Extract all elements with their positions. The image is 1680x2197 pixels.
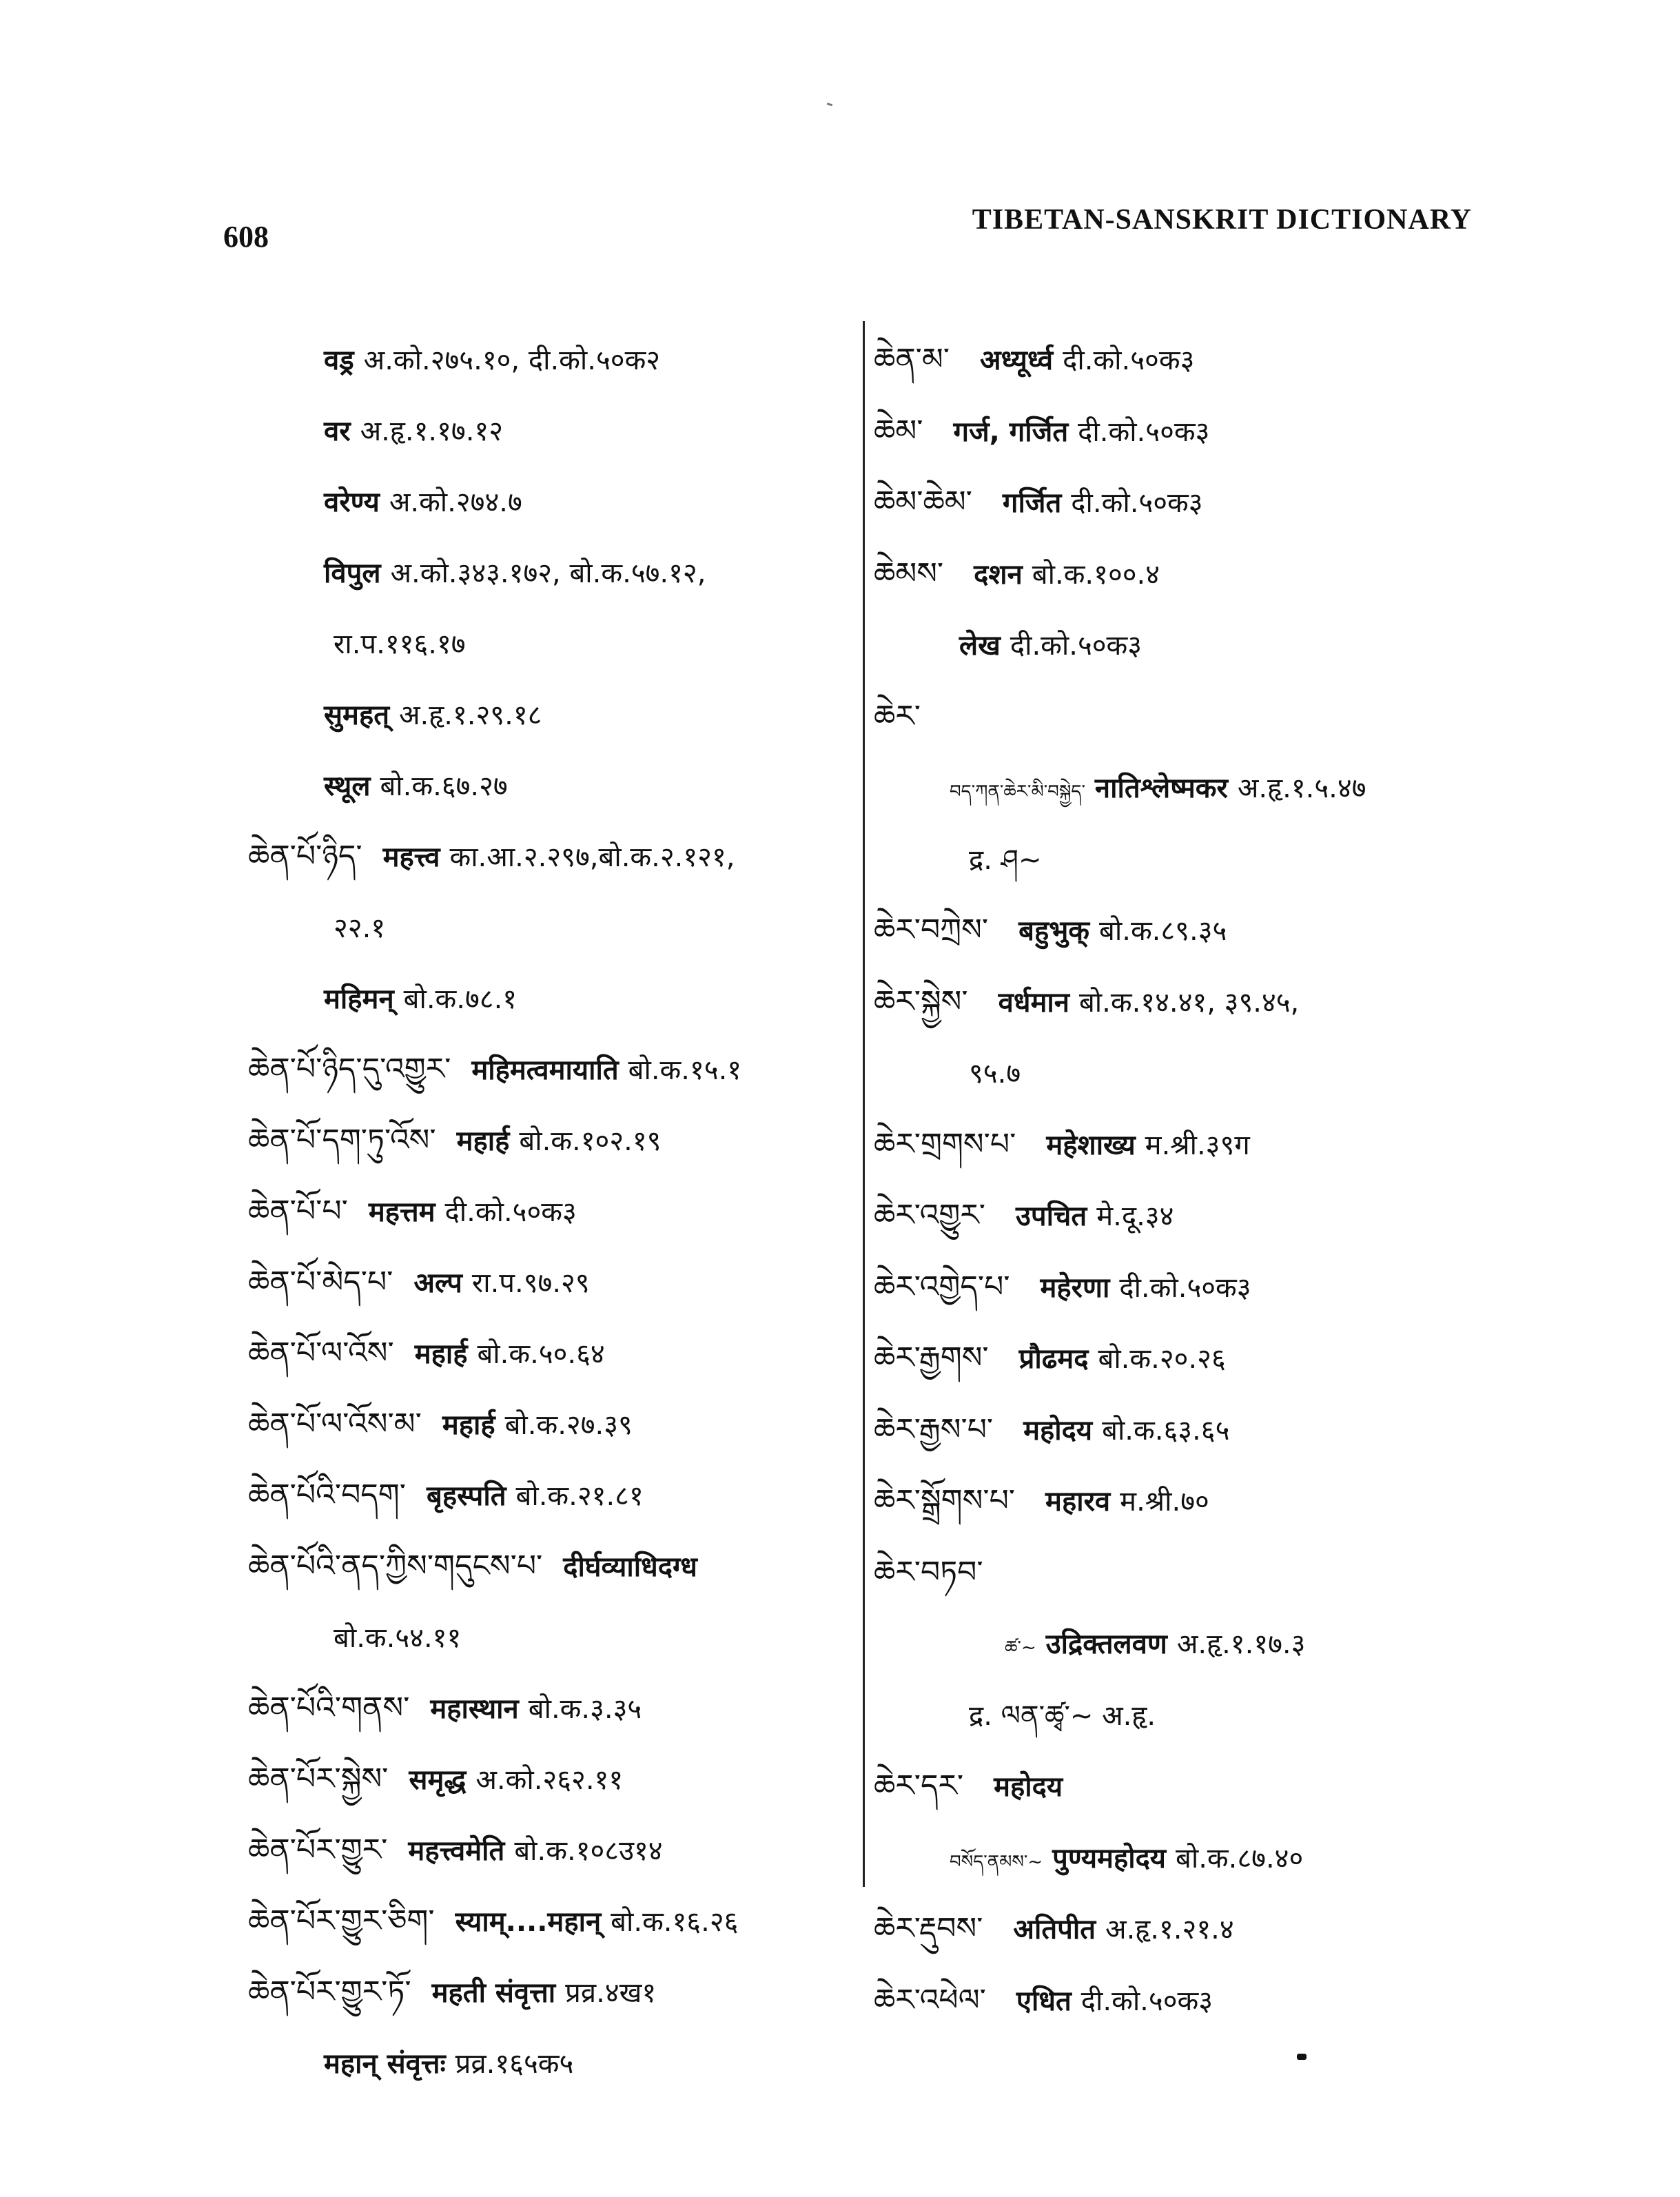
tibetan-headword: ཆེར་སྒྲོགས་པ་ bbox=[874, 1483, 1016, 1518]
dictionary-entry bbox=[874, 966, 1466, 1038]
dictionary-entry bbox=[248, 1460, 848, 1531]
dictionary-entry bbox=[248, 679, 848, 750]
tibetan-headword: ཆེར་བཏབ་ bbox=[874, 1554, 983, 1590]
sanskrit-equivalent: महोदय bbox=[994, 1771, 1063, 1803]
tibetan-headword: ཆེར་འཕེལ་ bbox=[874, 1982, 986, 2018]
source-reference: ९५.७ bbox=[969, 1058, 1021, 1090]
source-reference: दी.को.५०क३ bbox=[1071, 487, 1203, 519]
dictionary-entry bbox=[874, 1750, 1466, 1822]
dictionary-entry bbox=[248, 324, 848, 395]
source-reference: द्र. ལན་ཚྭ་~ अ.हृ. bbox=[969, 1699, 1156, 1732]
source-reference: बो.क.८७.४० bbox=[1176, 1842, 1304, 1874]
dictionary-entry bbox=[874, 467, 1466, 538]
source-reference: अ.को.२७५.१०, दी.को.५०क२ bbox=[363, 345, 661, 376]
source-reference: द्र. ཤ~ bbox=[969, 844, 1042, 876]
column-divider bbox=[863, 321, 865, 1887]
dictionary-entry bbox=[874, 1822, 1466, 1894]
source-reference: बो.क.७८.१ bbox=[403, 983, 518, 1015]
dictionary-entry bbox=[874, 1109, 1466, 1181]
dictionary-entry bbox=[248, 395, 848, 466]
tibetan-headword: ཆེན་པོའི་གནས་ bbox=[248, 1690, 410, 1726]
tibetan-headword: ཆེར་ bbox=[874, 698, 921, 734]
sanskrit-equivalent: समृद्ध bbox=[409, 1764, 467, 1796]
tibetan-headword: ཆེར་འགྱེད་པ་ bbox=[874, 1269, 1010, 1305]
sanskrit-equivalent: विपुल bbox=[324, 558, 381, 589]
tibetan-headword: ཆེན་པོ་ཉིད་ bbox=[248, 839, 362, 874]
dictionary-entry bbox=[248, 1531, 848, 1602]
dictionary-entry bbox=[874, 538, 1466, 610]
tibetan-headword: ཆེན་པོར་གྱུར་ཏོ་ bbox=[248, 1974, 411, 2010]
tibetan-headword: ཆེན་པོའི་བདག་ bbox=[248, 1478, 406, 1513]
source-reference: का.आ.२.२९७,बो.क.२.१२१, bbox=[449, 841, 735, 873]
sanskrit-equivalent: महत्त्व bbox=[382, 841, 440, 873]
source-reference: बो.क.६७.२७ bbox=[380, 770, 508, 802]
dictionary-entry bbox=[248, 1602, 848, 1673]
source-reference: दी.को.५०क३ bbox=[1078, 416, 1210, 448]
dictionary-entry bbox=[874, 1608, 1466, 1679]
sanskrit-equivalent: वरेण्य bbox=[324, 487, 380, 518]
source-reference: बो.क.१००.४ bbox=[1032, 558, 1160, 591]
tibetan-headword: ཆེར་བཀྲེས་ bbox=[874, 912, 989, 948]
dictionary-entry bbox=[248, 963, 848, 1034]
source-reference: अ.को.२७४.७ bbox=[389, 487, 522, 518]
running-head: TIBETAN-SANSKRIT DICTIONARY bbox=[972, 204, 1472, 236]
tibetan-headword: ཆེར་གྲགས་པ་ bbox=[874, 1126, 1016, 1162]
scan-speck bbox=[827, 103, 833, 107]
source-reference: बो.क.२१.८१ bbox=[515, 1480, 644, 1512]
source-reference: दी.को.५०क३ bbox=[1080, 1985, 1213, 2017]
sanskrit-equivalent: दीर्घव्याधिदग्ध bbox=[563, 1551, 697, 1583]
dictionary-entry bbox=[874, 1537, 1466, 1608]
dictionary-entry bbox=[248, 608, 848, 679]
source-reference: मे.दू.३४ bbox=[1096, 1200, 1174, 1232]
sanskrit-equivalent: महारव bbox=[1045, 1486, 1111, 1518]
sanskrit-equivalent: महेरणा bbox=[1040, 1271, 1110, 1304]
source-reference: बो.क.५०.६४ bbox=[477, 1338, 605, 1370]
tibetan-headword: ཆེམས་ bbox=[874, 555, 944, 591]
source-reference: दी.को.५०क३ bbox=[1063, 345, 1195, 376]
tibetan-headword: ཆེར་རྒྱས་པ་ bbox=[874, 1411, 994, 1447]
dictionary-entry bbox=[874, 895, 1466, 966]
dictionary-entry bbox=[248, 1956, 848, 2027]
right-column bbox=[874, 324, 1466, 2036]
sanskrit-equivalent: नातिश्लेष्मकर bbox=[1094, 773, 1228, 804]
dictionary-entry bbox=[248, 1247, 848, 1318]
source-reference: बो.क.६३.६५ bbox=[1102, 1414, 1230, 1447]
sanskrit-equivalent: महार्ह bbox=[456, 1125, 510, 1157]
source-reference: बो.क.१४.४१, ३९.४५, bbox=[1078, 986, 1300, 1019]
sanskrit-equivalent: स्याम्....महान् bbox=[455, 1906, 602, 1938]
scan-dot bbox=[1297, 2054, 1307, 2060]
sanskrit-equivalent: महार्ह bbox=[414, 1338, 468, 1370]
source-reference: दी.को.५०क३ bbox=[1010, 630, 1143, 662]
dictionary-entry bbox=[874, 1322, 1466, 1394]
tibetan-phrase: བད་ཀན་ཆེར་མི་བསྐྱེད་ bbox=[950, 781, 1085, 802]
sanskrit-equivalent: पुण्यमहोदय bbox=[1052, 1842, 1167, 1874]
tibetan-headword: ཆེར་རྒྱགས་ bbox=[874, 1340, 989, 1376]
sanskrit-equivalent: महान् संवृत्तः bbox=[324, 2048, 446, 2080]
sanskrit-equivalent: अध्यूर्ध्व bbox=[980, 345, 1054, 376]
sanskrit-equivalent: महोदय bbox=[1023, 1414, 1093, 1447]
dictionary-entry bbox=[874, 609, 1466, 681]
source-reference: अ.को.२६२.११ bbox=[475, 1764, 624, 1796]
source-reference: प्रव्र.४ख१ bbox=[565, 1977, 657, 2009]
dictionary-entry bbox=[874, 1180, 1466, 1251]
sanskrit-equivalent: सुमहत् bbox=[324, 699, 389, 731]
sanskrit-equivalent: बृहस्पति bbox=[426, 1480, 506, 1512]
sanskrit-equivalent: महेशाख्य bbox=[1046, 1129, 1136, 1161]
tibetan-headword: ཆེར་སྐྱེས་ bbox=[874, 983, 968, 1019]
dictionary-entry bbox=[248, 1886, 848, 1956]
tibetan-headword: ཆེན་པོ་མེད་པ་ bbox=[248, 1265, 393, 1300]
tibetan-headword: ཆེན་པོ་ལ་འོས་ bbox=[248, 1336, 394, 1371]
sanskrit-equivalent: महत्त्वमेति bbox=[408, 1835, 505, 1867]
source-reference: बो.क.५४.११ bbox=[334, 1622, 462, 1654]
tibetan-headword: ཆེར་དར་ bbox=[874, 1768, 964, 1803]
dictionary-entry bbox=[248, 2027, 848, 2098]
sanskrit-equivalent: एधित bbox=[1016, 1985, 1072, 2017]
dictionary-entry bbox=[248, 1034, 848, 1105]
sanskrit-equivalent: महास्थान bbox=[430, 1693, 519, 1725]
sanskrit-equivalent: दशन bbox=[974, 558, 1023, 591]
dictionary-entry bbox=[874, 1394, 1466, 1466]
tibetan-headword: ཆེམ་ཆེམ་ bbox=[874, 484, 972, 520]
source-reference: अ.हृ.१.२९.१८ bbox=[399, 699, 542, 731]
source-reference: बो.क.२०.२६ bbox=[1098, 1343, 1226, 1375]
sanskrit-equivalent: लेख bbox=[959, 630, 1001, 662]
dictionary-entry bbox=[248, 892, 848, 963]
source-reference: बो.क.३.३५ bbox=[528, 1693, 642, 1725]
source-reference: रा.प.११६.१७ bbox=[334, 629, 466, 660]
dictionary-entry bbox=[248, 1744, 848, 1815]
sanskrit-equivalent: महिमत्वमायाति bbox=[471, 1054, 619, 1086]
tibetan-headword: ཆེན་པོར་གྱུར་ bbox=[248, 1832, 388, 1868]
source-reference: अ.हृ.१.१७.१२ bbox=[360, 416, 504, 447]
source-reference: बो.क.१०२.१९ bbox=[519, 1125, 662, 1157]
sanskrit-equivalent: गर्जित bbox=[1002, 487, 1062, 519]
dictionary-entry bbox=[248, 821, 848, 892]
dictionary-entry bbox=[248, 537, 848, 608]
source-reference: प्रव्र.१६५क५ bbox=[455, 2048, 574, 2080]
tibetan-headword: ཆེན་པོ་པ་ bbox=[248, 1194, 348, 1229]
tibetan-headword: ཆེན་པོའི་ནད་ཀྱིས་གདུངས་པ་ bbox=[248, 1549, 543, 1584]
source-reference: अ.हृ.१.२१.४ bbox=[1105, 1914, 1234, 1945]
tibetan-headword: ཆེན་པོ་ཉིད་དུ་འགྱུར་ bbox=[248, 1052, 451, 1087]
dictionary-entry bbox=[874, 1465, 1466, 1537]
sanskrit-equivalent: उपचित bbox=[1016, 1200, 1087, 1232]
source-reference: बो.क.१०८उ१४ bbox=[514, 1835, 663, 1867]
dictionary-entry bbox=[248, 1105, 848, 1176]
source-reference: अ.हृ.१.१७.३ bbox=[1176, 1628, 1306, 1660]
dictionary-entry bbox=[248, 1389, 848, 1460]
sanskrit-equivalent: बहुभुक् bbox=[1018, 915, 1090, 947]
dictionary-entry bbox=[874, 1893, 1466, 1965]
dictionary-entry bbox=[874, 396, 1466, 467]
tibetan-headword: ཆེན་པོར་སྐྱེས་ bbox=[248, 1761, 389, 1797]
sanskrit-equivalent: स्थूल bbox=[324, 770, 371, 802]
sanskrit-equivalent: वर bbox=[324, 416, 351, 447]
dictionary-entry bbox=[248, 1176, 848, 1247]
dictionary-entry bbox=[874, 681, 1466, 753]
sanskrit-equivalent: गर्ज, गर्जित bbox=[953, 416, 1069, 448]
source-reference: दी.को.५०क३ bbox=[444, 1196, 577, 1228]
source-reference: २२.१ bbox=[334, 912, 386, 944]
dictionary-entry bbox=[874, 752, 1466, 824]
dictionary-entry bbox=[874, 1037, 1466, 1109]
dictionary-entry bbox=[874, 1251, 1466, 1323]
source-reference: म.श्री.७० bbox=[1120, 1486, 1209, 1518]
tibetan-headword: ཆེན་མ་ bbox=[874, 342, 950, 377]
dictionary-entry bbox=[874, 1679, 1466, 1751]
tibetan-headword: ཆེར་འགྱུར་ bbox=[874, 1198, 986, 1233]
tibetan-headword: ཆེམ་ bbox=[874, 413, 923, 449]
sanskrit-equivalent: महिमन् bbox=[324, 983, 394, 1015]
dictionary-entry bbox=[248, 750, 848, 821]
dictionary-entry bbox=[248, 1673, 848, 1744]
tibetan-headword: ཆེན་པོར་གྱུར་ཅིག་ bbox=[248, 1903, 435, 1939]
tibetan-headword: ཆེར་རྡུབས་ bbox=[874, 1911, 983, 1946]
dictionary-entry bbox=[874, 824, 1466, 895]
sanskrit-equivalent: उद्रिक्तलवण bbox=[1045, 1628, 1167, 1660]
source-reference: म.श्री.३९ग bbox=[1145, 1129, 1250, 1161]
dictionary-entry bbox=[874, 324, 1466, 396]
source-reference: अ.को.३४३.१७२, बो.क.५७.१२, bbox=[390, 558, 706, 589]
sanskrit-equivalent: महती संवृत्ता bbox=[431, 1977, 556, 2009]
sanskrit-equivalent: वड्र bbox=[324, 345, 354, 376]
source-reference: बो.क.१६.२६ bbox=[611, 1906, 739, 1938]
sanskrit-equivalent: अल्प bbox=[413, 1267, 462, 1299]
tibetan-headword: ཆེན་པོ་དག་ཏུ་འོས་ bbox=[248, 1123, 436, 1158]
sanskrit-equivalent: महार्ह bbox=[442, 1409, 495, 1441]
dictionary-entry bbox=[248, 1318, 848, 1389]
dictionary-entry bbox=[248, 466, 848, 537]
dictionary-entry bbox=[874, 1965, 1466, 2036]
sanskrit-equivalent: वर्धमान bbox=[998, 986, 1069, 1019]
left-column bbox=[248, 324, 848, 2098]
source-reference: रा.प.९७.२९ bbox=[471, 1267, 590, 1299]
tibetan-headword: ཆེན་པོ་ལ་འོས་མ་ bbox=[248, 1407, 422, 1442]
source-reference: बो.क.८९.३५ bbox=[1099, 915, 1227, 947]
source-reference: बो.क.१५.१ bbox=[628, 1054, 742, 1086]
sanskrit-equivalent: महत्तम bbox=[368, 1196, 436, 1228]
sanskrit-equivalent: प्रौढमद bbox=[1018, 1343, 1089, 1375]
tibetan-phrase: བསོད་ནམས་~ bbox=[950, 1851, 1043, 1872]
tibetan-phrase: ཚ་~ bbox=[1005, 1637, 1036, 1658]
source-reference: अ.हृ.१.५.४७ bbox=[1237, 773, 1366, 804]
sanskrit-equivalent: अतिपीत bbox=[1013, 1914, 1096, 1945]
page-number: 608 bbox=[223, 220, 269, 254]
dictionary-entry bbox=[248, 1815, 848, 1886]
source-reference: बो.क.२७.३९ bbox=[504, 1409, 633, 1441]
source-reference: दी.को.५०क३ bbox=[1119, 1271, 1251, 1304]
